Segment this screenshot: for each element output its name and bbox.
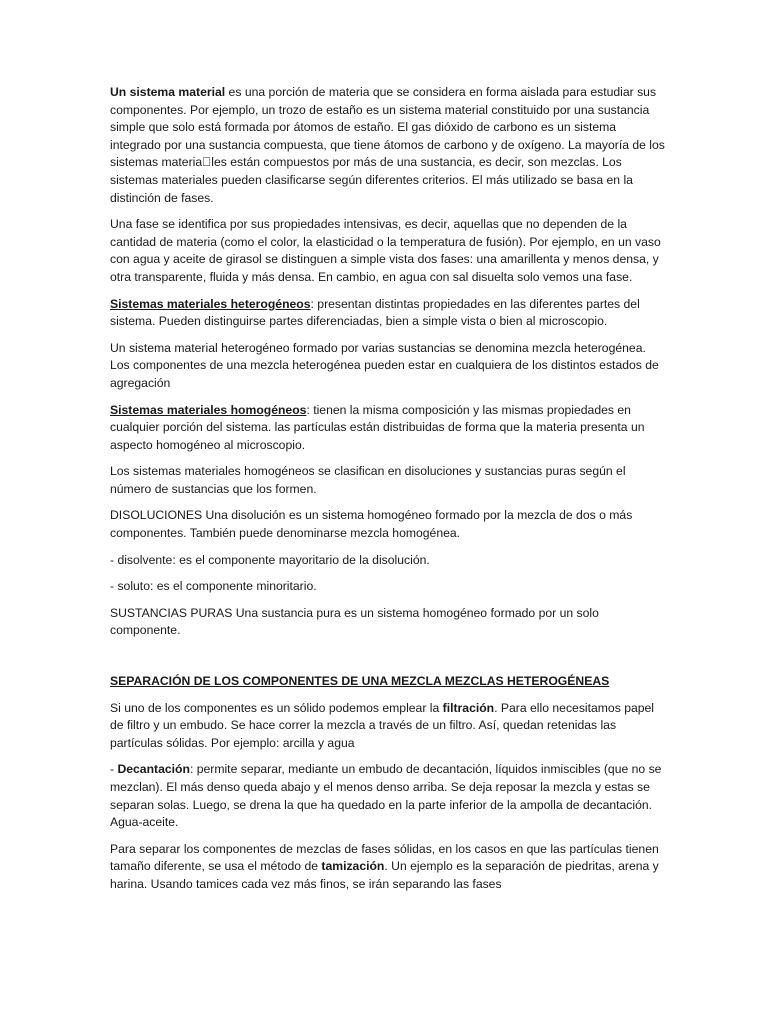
paragraph-text: : tienen la misma composición y las mismas propiedades en cualquier porción del sistema. las partículas están distribuidas de forma que la materia presenta un aspecto homogéneo al microscopio.: [110, 402, 645, 452]
paragraph-homogeneos: [110, 402, 668, 455]
term-filtracion: filtración: [442, 700, 495, 715]
paragraph-clasificacion: Los sistemas materiales homogéneos se clasifican en disoluciones y sustancias puras según el número de sustancias que los formen.: [110, 464, 626, 496]
paragraph-fase: Una fase se identifica por sus propiedades intensivas, es decir, aquellas que no dependen de la cantidad de materia (como el color, la elasticidad o la temperatura de fusión). Por ejemplo, en un vaso con agua y aceite de girasol se distinguen a simple vista dos fases: una amarillenta y menos densa, y otra transparente, fluida y más densa. En cambio, en agua con sal disuelta solo vemos una fase.: [110, 217, 661, 284]
term-sistema-material: Un sistema material: [110, 85, 226, 99]
paragraph-decantacion: [110, 761, 668, 831]
paragraph-text: -: [110, 762, 118, 777]
paragraph-disoluciones: DISOLUCIONES Una disolución es un sistema homogéneo formado por la mezcla de dos o más componentes. También puede denominarse mezcla homogénea.: [110, 508, 633, 541]
section-heading: SEPARACIÓN DE LOS COMPONENTES DE UNA MEZCLA MEZCLAS HETEROGÉNEAS: [110, 674, 610, 689]
paragraph-text: Si uno de los componentes es un sólido podemos emplear la: [110, 700, 443, 715]
paragraph-filtracion: [110, 700, 668, 753]
paragraph-text: . Un ejemplo es la separación de piedritas, arena y harina. Usando tamices cada vez más finos, se irán separando las fases: [110, 859, 659, 891]
paragraph-mezcla-heterogenea: Un sistema material heterogéneo formado por varias sustancias se denomina mezcla heterogénea. Los componentes de una mezcla heterogénea pueden estar en cualquiera de los distintos estados de agregación: [110, 340, 659, 390]
paragraph-text: : permite separar, mediante un embudo de decantación, líquidos inmiscibles (que no se mezclan). El más denso queda abajo y el menos denso arriba. Se deja reposar la mezcla y estas se separan solas. Luego, se drena la que ha quedado en la parte inferior de la ampolla de decantación. Agua-aceite.: [110, 762, 662, 830]
paragraph-text: : presentan distintas propiedades en las diferentes partes del sistema. Pueden distinguirse partes diferenciadas, bien a simple vista o bien al microscopio.: [110, 296, 640, 329]
paragraph-heterogeneos: [110, 296, 668, 331]
term-heterogeneos: Sistemas materiales heterogéneos: [110, 296, 311, 311]
paragraph-tamizacion: [110, 841, 668, 894]
term-homogeneos: Sistemas materiales homogéneos: [110, 402, 307, 417]
paragraph-sistema-material: [110, 84, 668, 207]
paragraph-text: . Para ello necesitamos papel de filtro y un embudo. Se hace correr la mezcla a través de un filtro. Así, quedan retenidas las partículas sólidas. Por ejemplo: arcilla y agua: [110, 700, 655, 750]
list-item-soluto: - soluto: es el componente minoritario.: [110, 579, 317, 594]
list-item-disolvente: - disolvente: es el componente mayoritario de la disolución.: [110, 552, 430, 567]
term-decantacion: Decantación: [117, 762, 190, 777]
term-tamizacion: tamización: [321, 859, 385, 874]
paragraph-text: es una porción de materia que se considera en forma aislada para estudiar sus componentes. Por ejemplo, un trozo de estaño es un sistema material constituido por una sustancia simple que solo está formada por átomos de estaño. El gas dióxido de carbono es un sistema integrado por una sustancia compuesta, que tiene átomos de carbono y de oxígeno. La mayoría de los sistemas materia les están compuestos por más de una sustancia, es decir, son mezclas. Los sistemas materiales pueden clasificarse según diferentes criterios. El más utilizado se basa en la distinción de fases.: [110, 85, 665, 205]
paragraph-sustancias-puras: SUSTANCIAS PURAS Una sustancia pura es un sistema homogéneo formado por un solo componente.: [110, 605, 599, 638]
paragraph-text: Para separar los componentes de mezclas de fases sólidas, en los casos en que las partículas tienen tamaño diferente, se usa el método de: [110, 841, 659, 874]
